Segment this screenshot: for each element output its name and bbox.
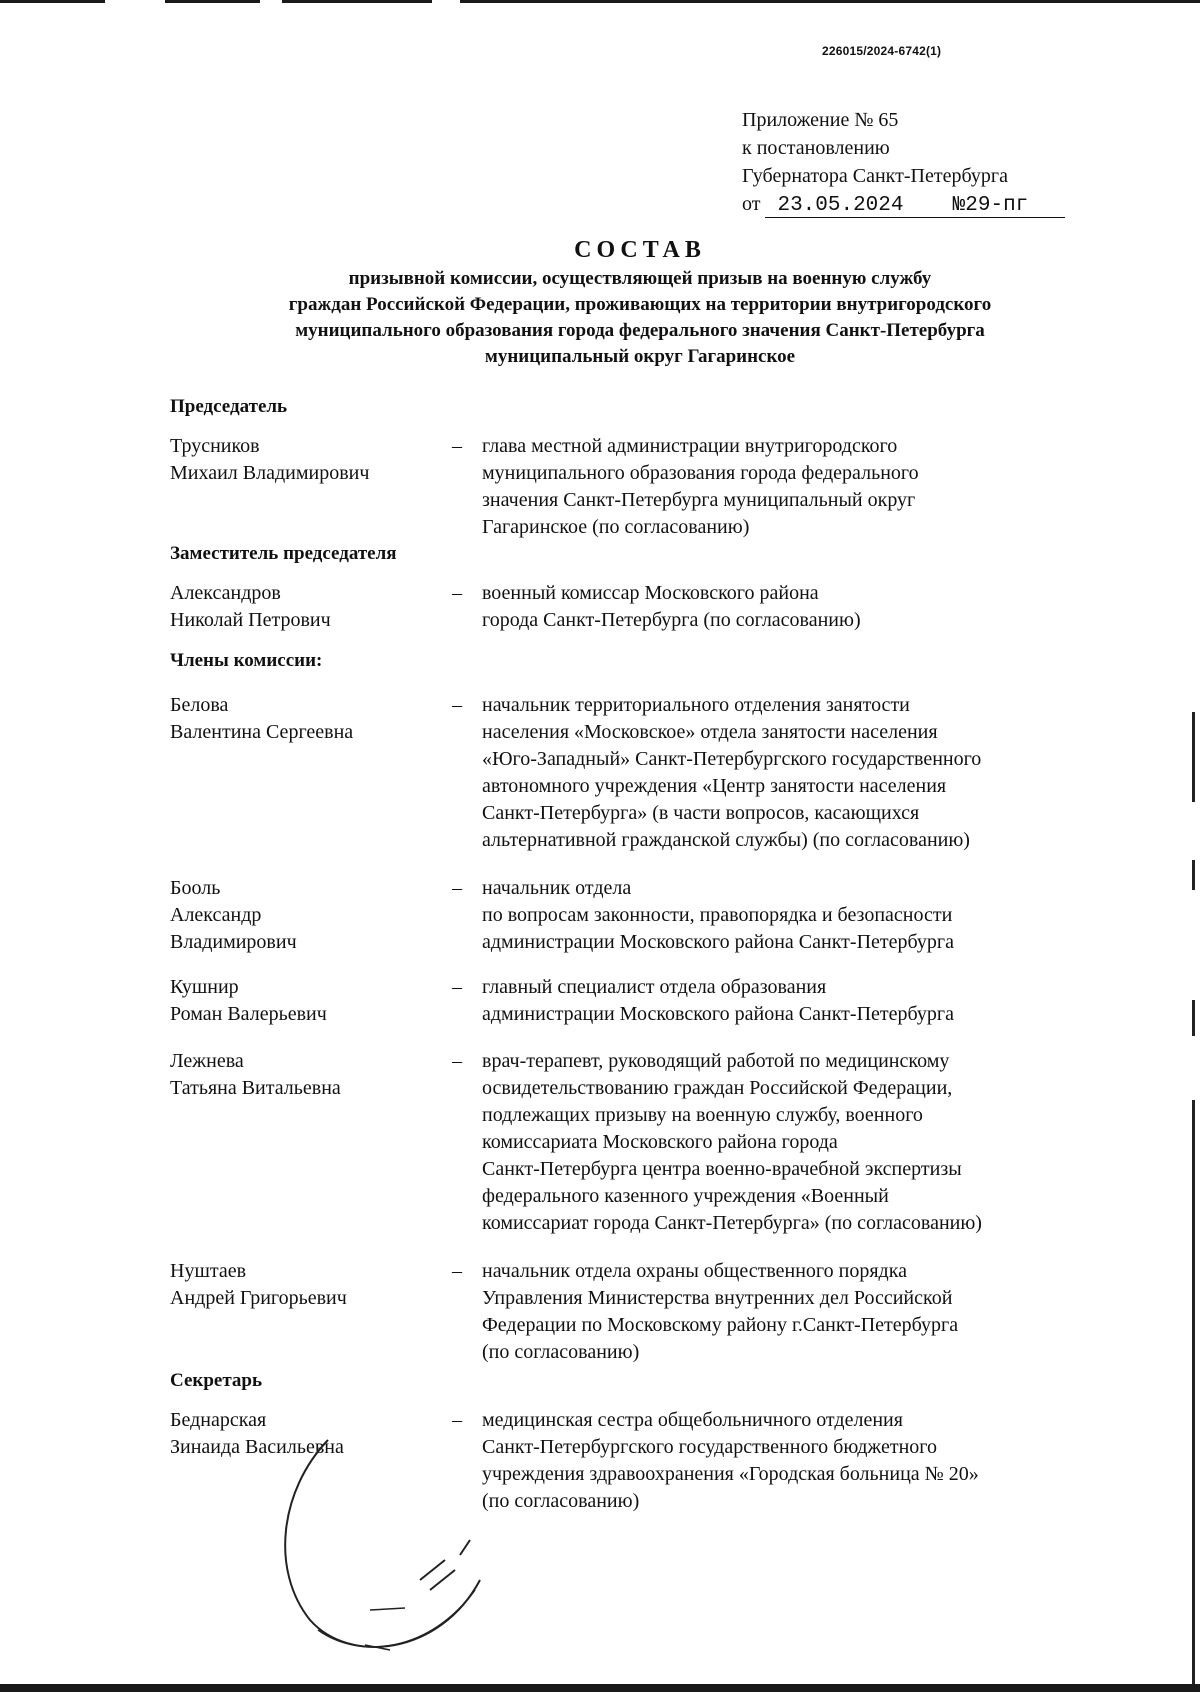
position-line: населения «Московское» отдела занятости населения [482,721,938,743]
position-line: Санкт-Петербургского государственного бюджетного [482,1436,938,1458]
position-line: администрации Московского района Санкт-Петербурга [482,931,955,953]
position-line: учреждения здравоохранения «Городская больница № 20» [482,1463,979,1485]
approval-date-line [742,190,1065,218]
position-line: Санкт-Петербурга центра военно-врачебной экспертизы [482,1158,962,1180]
person-name [170,433,440,487]
position-line: Гагаринское (по согласованию) [482,516,750,538]
given-names: Николай Петрович [170,609,331,631]
dash: – [452,1050,462,1072]
person-name [170,580,440,634]
given-names: Зинаида Васильевна [170,1436,344,1458]
person-name [170,692,440,746]
position-line: значения Санкт-Петербурга муниципальный округ [482,489,916,511]
dash: – [452,694,462,716]
person-position [482,1258,1122,1366]
person-position [482,875,1122,956]
position-line: федерального казенного учреждения «Военный [482,1185,889,1207]
dash: – [452,877,462,899]
surname: Лежнева [170,1050,244,1072]
given-names: Роман Валерьевич [170,1003,327,1025]
position-line: «Юго-Западный» Санкт-Петербургского государственного [482,748,982,770]
position-line: врач-терапевт, руководящий работой по медицинскому [482,1050,950,1072]
position-line: главный специалист отдела образования [482,976,827,998]
position-line: комиссариата Московского района города [482,1131,838,1153]
position-line: подлежащих призыву на военную службу, военного [482,1104,923,1126]
approval-block [742,106,1065,218]
title-main: СОСТАВ [574,237,706,263]
person-position [482,1048,1122,1237]
person-name [170,875,440,956]
document-id: 226015/2024-6742(1) [822,44,942,58]
role-secretary: Секретарь [170,1370,263,1391]
role-members: Члены комиссии: [170,650,323,671]
role-deputy: Заместитель председателя [170,543,397,564]
position-line: медицинская сестра общебольничного отделения [482,1409,903,1431]
scan-border-top-3 [282,0,432,3]
person-position [482,580,1122,634]
dash: – [452,1260,462,1282]
title-line: муниципального образования города федерального значения Санкт-Петербурга [295,320,985,341]
patronymic: Владимирович [170,931,297,953]
scan-border-top-2 [165,0,260,3]
position-line: автономного учреждения «Центр занятости населения [482,775,947,797]
person-position [482,692,1122,854]
approval-line: Приложение № 65 [742,109,899,131]
dash: – [452,582,462,604]
person-position [482,974,1122,1028]
position-line: города Санкт-Петербурга (по согласованию) [482,609,861,631]
position-line: альтернативной гражданской службы) (по согласованию) [482,829,970,851]
surname: Белова [170,694,229,716]
approval-number: №29-пг [915,195,1065,218]
scan-border-bottom [0,1684,1200,1692]
scan-edge-mark [1192,860,1195,890]
position-line: Управления Министерства внутренних дел Российской [482,1287,953,1309]
position-line: Федерации по Московскому району г.Санкт-Петербурга [482,1314,959,1336]
person-name [170,1048,440,1102]
surname: Беднарская [170,1409,267,1431]
position-line: администрации Московского района Санкт-Петербурга [482,1003,955,1025]
surname: Бооль [170,877,221,899]
dash: – [452,435,462,457]
document-title [160,234,1120,370]
approval-date: 23.05.2024 [765,195,915,218]
dash: – [452,1409,462,1431]
surname: Трусников [170,435,260,457]
person-position [482,433,1122,541]
person-name [170,974,440,1028]
surname: Кушнир [170,976,239,998]
position-line: начальник отдела [482,877,632,899]
position-line: муниципального образования города федерального [482,462,919,484]
date-prefix: от [742,193,761,215]
position-line: освидетельствованию граждан Российской Федерации, [482,1077,953,1099]
scan-border-top-4 [460,0,1200,3]
position-line: (по согласованию) [482,1341,640,1363]
scan-border-top-1 [0,0,105,3]
position-line: (по согласованию) [482,1490,640,1512]
person-name [170,1258,440,1312]
person-position [482,1407,1122,1515]
position-line: начальник территориального отделения занятости [482,694,910,716]
scan-edge-mark [1192,1000,1195,1036]
given-names: Андрей Григорьевич [170,1287,347,1309]
position-line: Санкт-Петербурга» (в части вопросов, касающихся [482,802,920,824]
approval-line: к постановлению [742,137,890,159]
given-names: Михаил Владимирович [170,462,370,484]
position-line: военный комиссар Московского района [482,582,819,604]
title-line: призывной комиссии, осуществляющей призыв на военную службу [348,268,932,289]
surname: Нуштаев [170,1260,247,1282]
given-names: Александр [170,904,262,926]
title-line: муниципальный округ Гагаринское [484,346,796,367]
dash: – [452,976,462,998]
given-names: Валентина Сергеевна [170,721,354,743]
title-line: граждан Российской Федерации, проживающих на территории внутригородского [288,294,992,315]
approval-line: Губернатора Санкт-Петербурга [742,165,1008,187]
scan-edge-mark [1192,1100,1195,1684]
surname: Александров [170,582,281,604]
stamp-outline [270,1430,520,1670]
role-chairman: Председатель [170,396,288,417]
given-names: Татьяна Витальевна [170,1077,341,1099]
position-line: глава местной администрации внутригородского [482,435,898,457]
position-line: по вопросам законности, правопорядка и безопасности [482,904,953,926]
position-line: начальник отдела охраны общественного порядка [482,1260,908,1282]
scan-edge-mark [1192,712,1195,802]
position-line: комиссариат города Санкт-Петербурга» (по согласованию) [482,1212,982,1234]
